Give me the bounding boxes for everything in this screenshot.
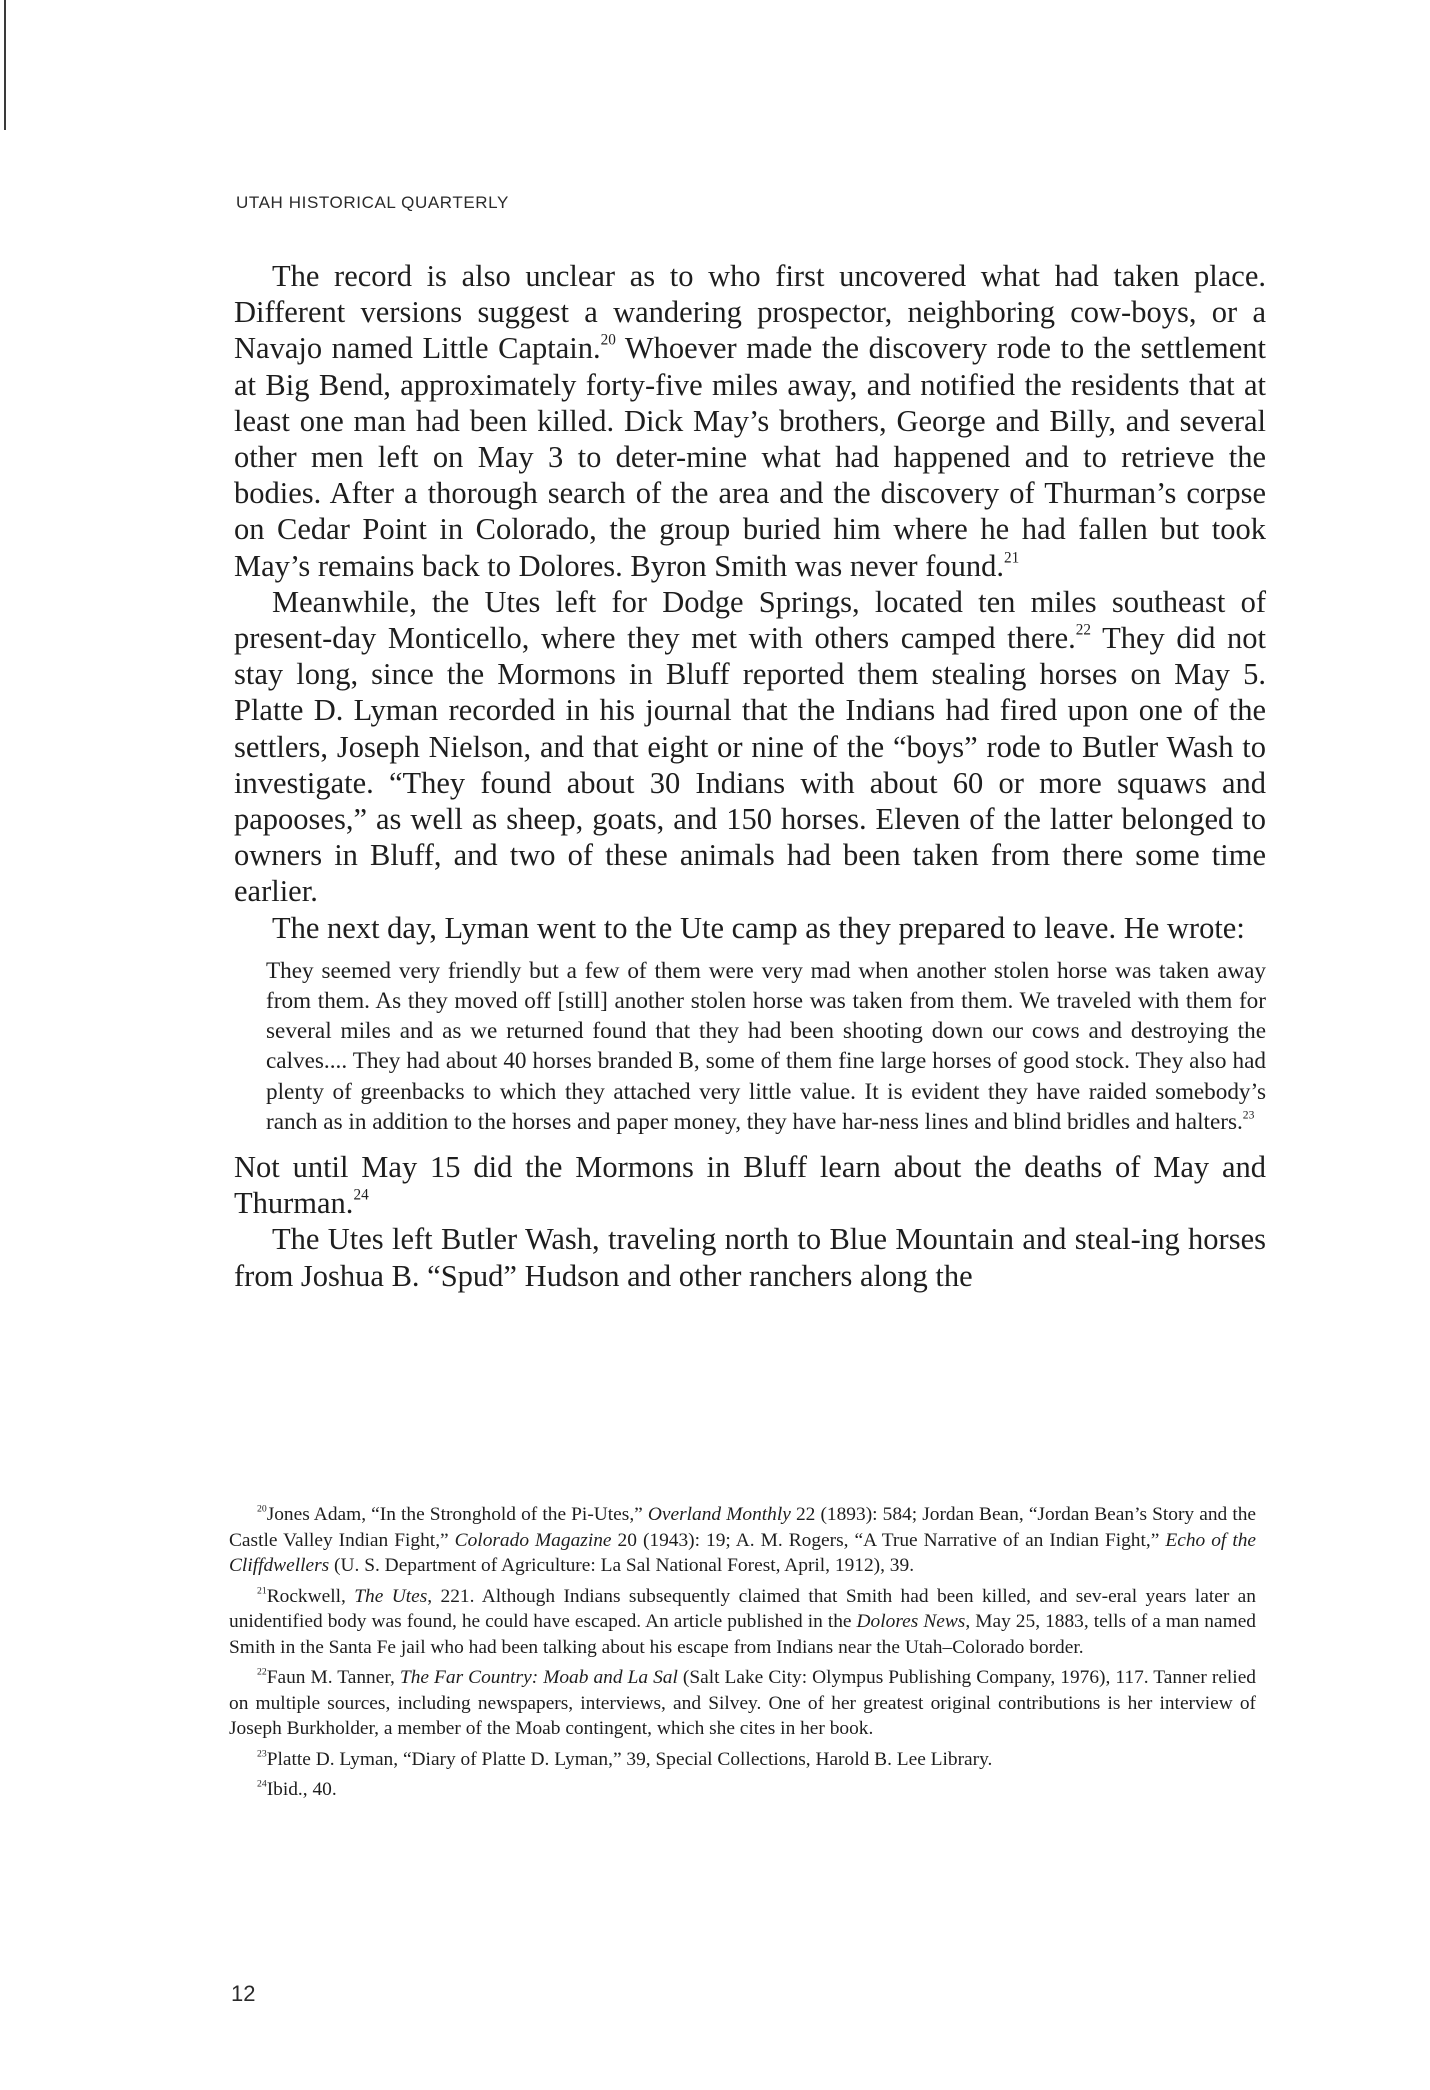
paragraph-1	[234, 258, 1266, 584]
footnote-21	[229, 1584, 1256, 1661]
block-quote-text: They seemed very friendly but a few of them were very mad when another stolen horse was taken away from them. As they moved off [still] another stolen horse was taken from them. We traveled with them for several miles and as we returned found that they had been shooting down our cows and destroying the calves.... They had about 40 horses branded B, some of them fine large horses of good stock. They also had plenty of greenbacks to which they attached very little value. It is evident they have raided somebody’s ranch as in addition to the horses and paper money, they have har-ness lines and blind bridles and halters.	[266, 957, 1266, 1135]
paragraph-3: The next day, Lyman went to the Ute camp as they prepared to leave. He wrote:	[272, 910, 1245, 945]
footnote-number: 23	[257, 1747, 267, 1759]
paragraph-4	[234, 1149, 1266, 1221]
footnote-text: 22 (1893): 584; Jordan Bean, “Jordan Bean’s Story and the Castle Valley Indian Fight,”	[229, 1504, 1257, 1551]
footnote-text: (U. S. Department of Agriculture: La Sal National Forest, April, 1912), 39.	[329, 1555, 915, 1576]
footnote-title: Echo of the Cliffdwellers	[229, 1529, 1257, 1576]
footnote-text: 20 (1943): 19; A. M. Rogers, “A True Narrative of an Indian Fight,”	[611, 1529, 1166, 1551]
footnote-text: Jones Adam, “In the Stronghold of the Pi-Utes,”	[266, 1504, 648, 1525]
paragraph-1-text-a: The record is also unclear as to who first uncovered what had taken place. Different versions suggest a wandering prospector, neighboring cow-boys, or a Navajo named Little Captain.	[234, 259, 1266, 366]
footnote-title: Overland Monthly	[647, 1504, 791, 1525]
footnote-24	[229, 1777, 1256, 1803]
footnote-ref-24: 24	[353, 1186, 369, 1204]
footnote-text: Faun M. Tanner,	[266, 1667, 400, 1688]
footnote-text: Ibid., 40.	[266, 1779, 337, 1800]
footnote-title: Dolores News	[856, 1611, 966, 1632]
footnote-text: Rockwell,	[266, 1585, 355, 1607]
footnotes	[229, 1502, 1256, 1808]
footnote-ref-20: 20	[600, 331, 616, 349]
footnote-23	[229, 1747, 1256, 1773]
footnote-title: The Utes	[354, 1585, 428, 1607]
footnote-ref-23: 23	[1242, 1108, 1255, 1122]
paragraph-2-text-b: They did not stay long, since the Mormons in Bluff reported them stealing horses on May 5. Platte D. Lyman recorded in his journal that the Indians had fired upon one of the settlers, Joseph Nielson, and that eight or nine of the “boys” rode to Butler Wash to investigate. “They found about 30 Indians with about 60 or more squaws and papooses,” as well as sheep, goats, and 150 horses. Eleven of the latter belonged to owners in Bluff, and two of these animals had been taken from there some time earlier.	[234, 621, 1266, 909]
footnote-number: 22	[257, 1666, 267, 1678]
paragraph-2-text-a: Meanwhile, the Utes left for Dodge Springs, located ten miles southeast of present-day Monticello, where they met with others camped there.	[234, 584, 1266, 656]
running-head: UTAH HISTORICAL QUARTERLY	[236, 193, 509, 212]
block-quote	[266, 956, 1266, 1137]
footnote-20	[229, 1502, 1256, 1579]
footnote-text: , May 25, 1883, tells of a man named Smith in the Santa Fe jail who had been talking about his escape from Indians near the Utah–Colorado border.	[229, 1611, 1256, 1658]
footnote-text: , 221. Although Indians subsequently claimed that Smith had been killed, and sev-eral years later an unidentified body was found, he could have escaped. An article published in the	[229, 1585, 1256, 1632]
paragraph-2	[234, 584, 1266, 910]
footnote-number: 20	[257, 1503, 267, 1515]
footnote-22	[229, 1665, 1256, 1742]
footnote-number: 24	[257, 1778, 267, 1790]
paragraph-4-text: Not until May 15 did the Mormons in Bluff learn about the deaths of May and Thurman.	[234, 1150, 1266, 1221]
footnote-title: Colorado Magazine	[454, 1529, 612, 1551]
page-number: 12	[231, 1981, 256, 2006]
main-text	[234, 258, 1266, 1294]
footnote-ref-21: 21	[1004, 548, 1020, 566]
paragraph-5: The Utes left Butler Wash, traveling north to Blue Mountain and steal-ing horses from Joshua B. “Spud” Hudson and other ranchers along the	[234, 1222, 1266, 1293]
footnote-title: The Far Country: Moab and La Sal	[399, 1667, 678, 1688]
scan-edge-line	[4, 0, 6, 130]
paragraph-1-text-b: Whoever made the discovery rode to the settlement at Big Bend, approximately forty-five miles away, and notified the residents that at least one man had been killed. Dick May’s brothers, George and Billy, and several other men left on May 3 to deter-mine what had happened and to retrieve the bodies. After a thorough search of the area and the discovery of Thurman’s corpse on Cedar Point in Colorado, the group buried him where he had fallen but took May’s remains back to Dolores. Byron Smith was never found.	[234, 331, 1266, 583]
footnote-ref-22: 22	[1075, 621, 1092, 639]
footnote-text: (Salt Lake City: Olympus Publishing Company, 1976), 117. Tanner relied on multiple sources, including newspapers, interviews, and Silvey. One of her greatest original contributions is her interview of Joseph Burkholder, a member of the Moab contingent, which she cites in her book.	[229, 1667, 1257, 1739]
footnote-number: 21	[257, 1584, 267, 1596]
footnote-text: Platte D. Lyman, “Diary of Platte D. Lyman,” 39, Special Collections, Harold B. Lee Library.	[266, 1748, 993, 1770]
